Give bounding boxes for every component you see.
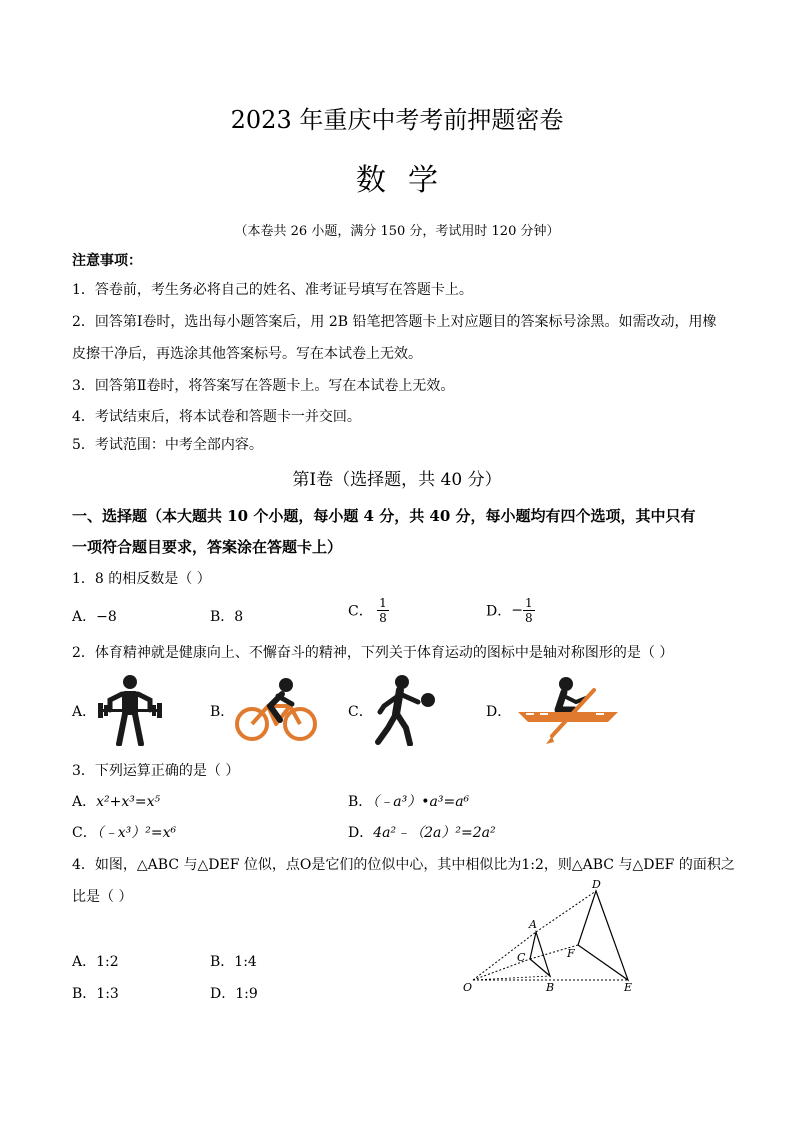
q1-option-b: [210, 606, 243, 626]
fraction: $\frac{1}{8}$: [524, 596, 533, 625]
section-heading: 一项符合题目要求，答案涂在答题卡上）: [72, 538, 343, 556]
notice-item: 5．考试范围：中考全部内容。: [72, 437, 263, 453]
q1-option-d: [486, 596, 535, 625]
option-label: D．: [486, 603, 512, 620]
notice-item: 3．回答第Ⅱ卷时，将答案写在答题卡上。写在本试卷上无效。: [72, 378, 455, 394]
option-text: 1:2: [96, 954, 119, 970]
q2-option-a-label: A．: [72, 704, 97, 720]
q3-option-d: [348, 822, 496, 842]
q3-option-b: [348, 791, 469, 811]
q4-option-c: [72, 983, 119, 1003]
q2-option-b-label: B．: [210, 704, 235, 720]
option-label: B．: [210, 609, 235, 625]
option-text: （﹣a³）•a³=a⁶: [372, 794, 470, 810]
option-label: D．: [210, 986, 236, 1002]
q2-option-d-label: D．: [486, 704, 512, 720]
option-label: B．: [72, 986, 97, 1002]
option-text: 1:3: [96, 986, 119, 1002]
option-text: 8: [234, 609, 244, 625]
question-1-stem: 1．8 的相反数是（ ）: [72, 571, 211, 587]
notice-item: 4．考试结束后，将本试卷和答题卡一并交回。: [72, 409, 361, 425]
exam-title: 2023 年重庆中考考前押题密卷: [230, 106, 564, 134]
minus-sign: −: [511, 602, 523, 619]
notice-heading: 注意事项：: [72, 253, 142, 269]
option-label: D．: [348, 825, 374, 841]
point-label: D: [592, 878, 601, 891]
question-4-stem: 4．如图，△ABC 与△DEF 位似，点O是它们的位似中心，其中相似比为1:2，则△ABC 与△DEF 的面积之: [72, 857, 735, 873]
option-label: B．: [348, 794, 373, 810]
notice-item: 皮擦干净后，再选涂其他答案标号。写在本试卷上无效。: [72, 346, 422, 362]
volleyball-icon: [372, 672, 438, 746]
option-text: 1:9: [235, 986, 258, 1002]
option-text: 4a²﹣（2a）²=2a²: [373, 825, 496, 841]
question-4-stem: 比是（ ）: [72, 889, 133, 905]
q3-option-a: [72, 791, 160, 811]
option-text: x²+x³=x⁵: [96, 794, 161, 810]
option-text: 1:4: [234, 954, 257, 970]
question-3-stem: 3．下列运算正确的是（ ）: [72, 763, 240, 779]
weightlifting-icon: [96, 670, 164, 746]
point-label: E: [624, 981, 633, 994]
notice-item: 2．回答第Ⅰ卷时，选出每小题答案后，用 2B 铅笔把答题卡上对应题目的答案标号涂黑。如需改动，用橡: [72, 314, 717, 330]
option-label: B．: [210, 954, 235, 970]
q4-option-d: [210, 983, 258, 1003]
point-label: O: [463, 981, 473, 994]
question-2-stem: 2．体育精神就是健康向上、不懈奋斗的精神，下列关于体育运动的图标中是轴对称图形的是（ ）: [72, 645, 674, 661]
homothety-figure: [460, 875, 650, 1000]
fraction: $\frac{1}{8}$: [379, 596, 387, 625]
option-label: A．: [72, 954, 97, 970]
q2-option-c-label: C．: [348, 704, 373, 720]
rowing-icon: [516, 674, 620, 746]
q1-option-c: [348, 596, 389, 625]
option-label: C．: [348, 603, 373, 620]
notice-item: 1．答卷前，考生务必将自己的姓名、准考证号填写在答题卡上。: [72, 282, 473, 298]
section-title: 第Ⅰ卷（选择题，共 40 分）: [292, 470, 502, 490]
q1-option-a: [72, 606, 117, 626]
section-heading: 一、选择题（本大题共 10 个小题，每小题 4 分，共 40 分，每小题均有四个选项，其中只有: [72, 507, 696, 525]
option-text: （﹣x³）²=x⁶: [96, 825, 177, 841]
q4-option-b: [210, 951, 257, 971]
point-label: F: [567, 947, 575, 960]
point-label: B: [546, 981, 555, 994]
exam-info: （本卷共 26 小题，满分 150 分，考试用时 120 分钟）: [234, 224, 560, 239]
option-label: C．: [72, 825, 97, 841]
option-text: −8: [96, 609, 117, 625]
subject-title: 数学: [356, 163, 460, 198]
option-label: A．: [72, 609, 97, 625]
point-label: C: [517, 951, 526, 964]
option-label: A．: [72, 794, 97, 810]
q3-option-c: [72, 822, 176, 842]
cycling-icon: [234, 676, 320, 744]
point-label: A: [529, 918, 537, 931]
q4-option-a: [72, 951, 119, 971]
